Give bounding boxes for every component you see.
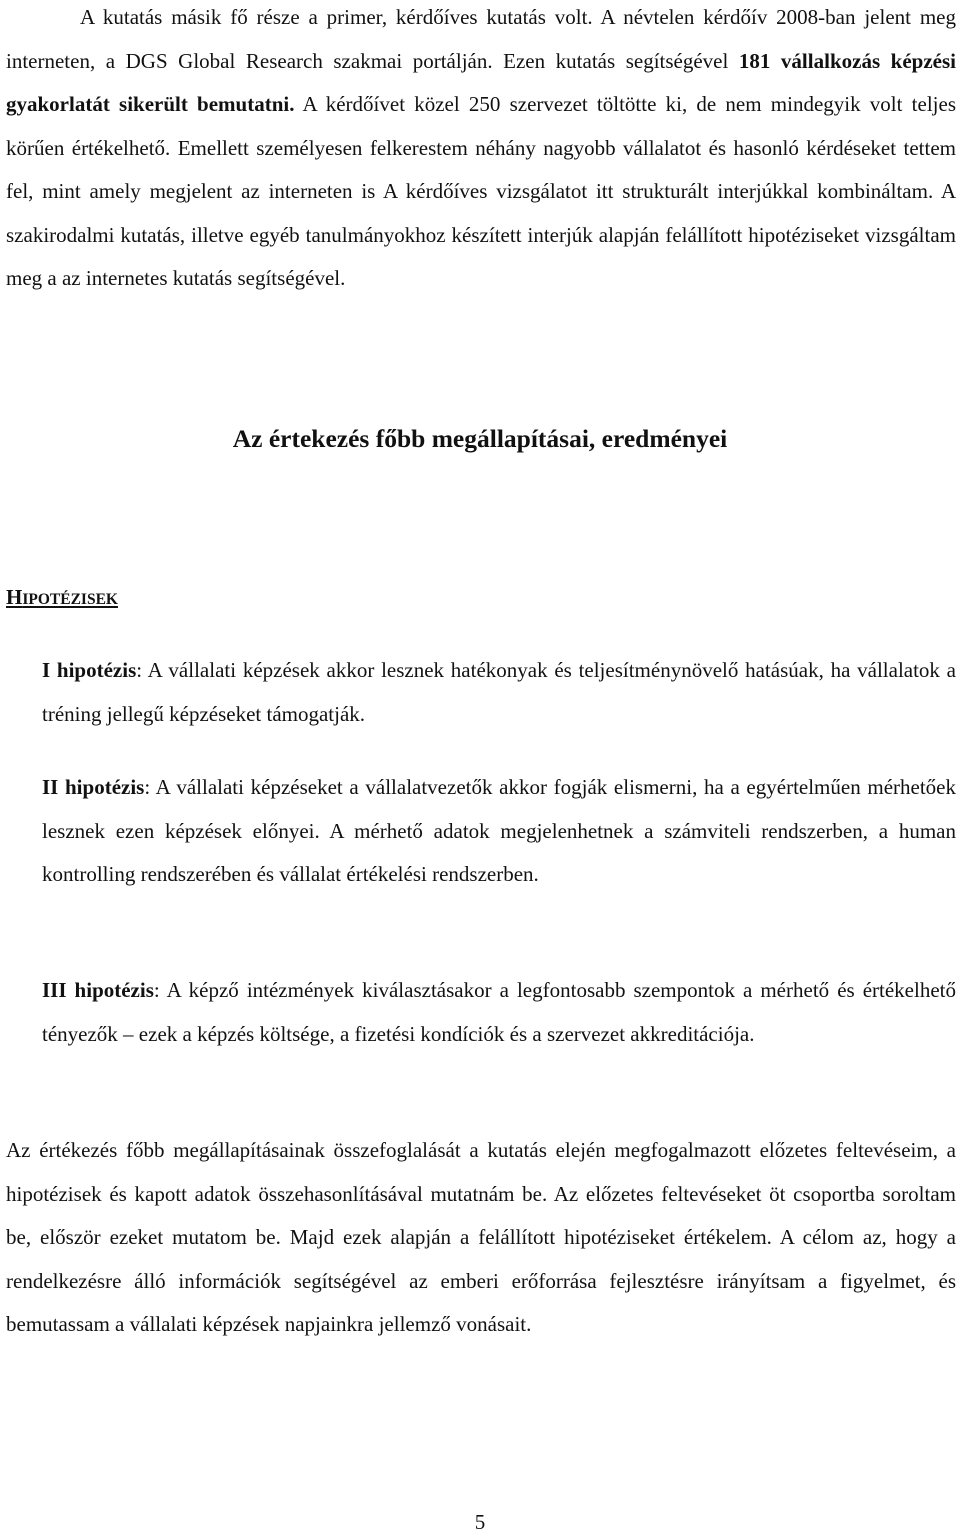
- hypothesis-2-label: II hipotézis: [42, 775, 145, 799]
- hypotheses-title: [6, 585, 118, 610]
- hypothesis-3: [42, 969, 956, 1056]
- intro-text-1: A kutatás másik fő része a primer, kérdőíves kutatás volt. A névtelen kérdőív 2008-ban jelent meg interneten, a DGS Global Research szakmai portálján. Ezen kutatás segítségével: [6, 5, 956, 73]
- hypothesis-2: [42, 766, 956, 897]
- summary-paragraph: Az értékezés főbb megállapításainak összefoglalását a kutatás elején megfogalmazott előzetes feltevéseim, a hipotézisek és kapott adatok összehasonlításával mutatnám be. Az előzetes feltevéseket öt csoportba soroltam be, először ezeket mutatom be. Majd ezek alapján a felállított hipotéziseket értékelem. A célom az, hogy a rendelkezésre álló információk segítségével az emberi erőforrása fejlesztésre irányítsam a figyelmet, és bemutassam a vállalati képzések napjainkra jellemző vonásait.: [6, 1138, 956, 1336]
- hypothesis-3-label: III hipotézis: [42, 978, 154, 1002]
- section-heading: Az értekezés főbb megállapításai, eredményei: [232, 424, 728, 453]
- hypothesis-2-text: : A vállalati képzéseket a vállalatvezetők akkor fogják elismerni, ha a egyértelműen mérhetőek lesznek ezen képzések előnyei. A mérhető adatok megjelenhetnek a számviteli rendszerben, a human kontrolling rendszerében és vállalat értékelési rendszerben.: [42, 775, 956, 886]
- intro-paragraph: [6, 0, 956, 301]
- hypothesis-1: [42, 649, 956, 736]
- intro-bold-text: 181 vállalkozás képzési gyakorlatát sikerült bemutatni.: [6, 48, 956, 116]
- hypothesis-3-text: : A képző intézmények kiválasztásakor a legfontosabb szempontok a mérhető és értékelhető tényezők – ezek a képzés költsége, a fizetési kondíciók és a szervezet akkreditációja.: [42, 978, 956, 1046]
- hypotheses-title-initial: H: [6, 585, 23, 609]
- hypothesis-1-label: I hipotézis: [42, 658, 137, 682]
- hypothesis-1-text: : A vállalati képzések akkor lesznek hatékonyak és teljesítménynövelő hatásúak, ha vállalatok a tréning jellegű képzéseket támogatják.: [42, 658, 956, 726]
- intro-text-2: A kérdőívet közel 250 szervezet töltötte ki, de nem mindegyik volt teljes körűen értékelhető. Emellett személyesen felkerestem néhány nagyobb vállalatot és hasonló kérdéseket tettem fel, mint amely megjelent az interneten is A kérdőíves vizsgálatot itt strukturált interjúkkal kombináltam. A szakirodalmi kutatás, illetve egyéb tanulmányokhoz készített interjúk alapján felállított hipotéziseket vizsgáltam meg a az internetes kutatás segítségével.: [6, 92, 956, 290]
- hypotheses-title-rest: IPOTÉZISEK: [22, 591, 118, 608]
- page-number: 5: [474, 1510, 486, 1534]
